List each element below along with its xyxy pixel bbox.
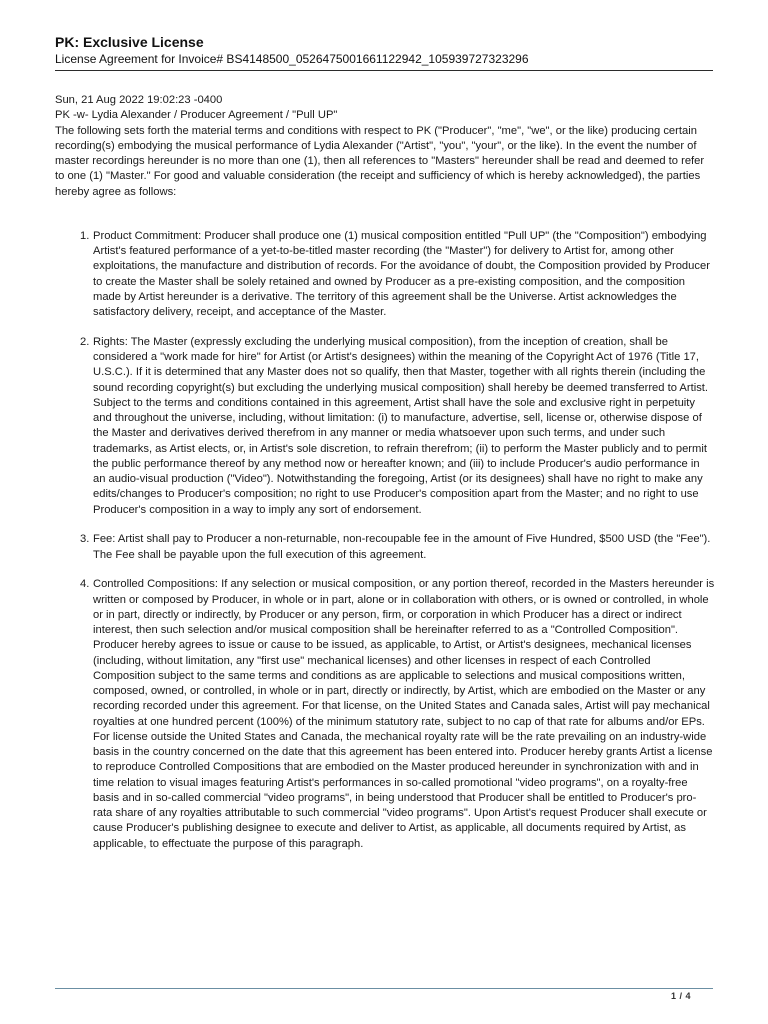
clause-number: 4. (80, 578, 90, 591)
clause-item (55, 335, 715, 518)
clause-text: Fee: Artist shall pay to Producer a non-returnable, non-recoupable fee in the amount of Five Hundred, $500 USD (the "Fee"). The Fee shall be payable upon the full execution of this agreement. (93, 533, 711, 561)
clause-number: 1. (80, 229, 90, 242)
document-body (55, 93, 715, 866)
clause-text: Controlled Compositions: If any selection or musical composition, or any portion thereof, recorded in the Masters hereunder is written or composed by Producer, in whole or in part, alone or in collaboration with others, or is owned or controlled, in whole or in part, directly or indirectly, by Producer or any person, firm, or corporation in which Producer has a direct or indirect interest, then such selection and/or musical composition shall be hereinafter referred to as a "Controlled Composition". Producer hereby agrees to issue or cause to be issued, as applicable, to Artist, or Artist's designees, mechanical licenses (including, without limitation, any "first use" mechanical licenses) and other licenses in respect of each Controlled Composition subject to the same terms and conditions as are applicable to selections and musical compositions written, composed, owned, or controlled, in whole or in part, directly or indirectly, by Artist, which are embodied on the Master or any recording recorded under this agreement. For that license, on the United States and Canada sales, Artist will pay mechanical royalties at one hundred percent (100%) of the minimum statutory rate, subject to no cap of that rate for albums and/or EPs. For license outside the United States and Canada, the mechanical royalty rate will be the rate prevailing on an industry-wide basis in the country concerned on the date that this agreement has been entered into. Producer hereby grants Artist a license to reproduce Controlled Compositions that are embodied on the Master produced hereunder in synchronization with and in time relation to visual images featuring Artist's performances in so-called promotional "video programs", on a royalty-free basis and in so-called commercial "video programs", in being understood that Producer shall be entitled to Producer's pro-rata share of any royalties attributable to such commercial "video programs". Upon Artist's request Producer shall execute or cause Producer's publishing designee to execute and deliver to Artist, as applicable, all documents required by Artist, as applicable, to effectuate the purpose of this paragraph. (93, 578, 715, 850)
footer-divider (55, 988, 713, 989)
clause-item (55, 577, 715, 852)
clause-list (55, 229, 715, 852)
clause-text: Product Commitment: Producer shall produce one (1) musical composition entitled "Pull UP" (the "Composition") embodying Artist's featured performance of a yet-to-be-titled master recording (the "Master") for delivery to Artist for, among other exploitations, the manufacture and distribution of records. For the avoidance of doubt, the Composition provided by Producer to create the Master shall be solely retained and owned by Producer as a pre-existing composition, and the composition made by Artist hereunder is a derivative. The territory of this agreement shall be the Universe. Artist acknowledges the satisfactory delivery, receipt, and acceptance of the Master. (93, 229, 710, 318)
intro-paragraph: The following sets forth the material terms and conditions with respect to PK ("Producer", "me", "we", or the like) producing certain recording(s) embodying the musical performance of Lydia Alexander ("Artist", "you", "your", or the like). In the event the number of master recordings hereunder is no more than one (1), then all references to "Masters" hereunder shall be read and deemed to refer to one (1) "Master." For good and valuable consideration (the receipt and sufficiency of which is hereby acknowledged), the parties hereby agree as follows: (55, 124, 705, 198)
clause-number: 2. (80, 335, 90, 348)
page-number: 1 / 4 (670, 991, 691, 1001)
clause-text: Rights: The Master (expressly excluding the underlying musical composition), from the inception of creation, shall be considered a "work made for hire" for Artist (or Artist's designees) within the meaning of the Copyright Act of 1976 (Title 17, U.S.C.). If it is determined that any Master does not so qualify, then that Master, together with all rights therein (including the sound recording copyright(s) but excluding the underlying musical composition) shall hereby be deemed transferred to Artist. Subject to the terms and conditions contained in this agreement, Artist shall have the sole and exclusive right in perpetuity and throughout the universe, including, without limitation: (i) to manufacture, advertise, sell, license or, otherwise dispose of the Master and derivatives derived therefrom in any manner or media whatsoever upon such terms, and under such trademarks, as Artist elects, or, in Artist's sole discretion, to refrain therefrom; (ii) to perform the Master publicly and to permit the public performance thereof by any method now or hereafter known; and (iii) to include Producer's audio performance in an audio-visual production ("Video"). Notwithstanding the foregoing, Artist (or its designees) shall have no right to make any edits/changes to Producer's composition; no right to use Producer's composition apart from the Master; and no right to use Producer's composition in a way to imply any sort of endorsement. (93, 335, 709, 516)
parties-line: PK -w- Lydia Alexander / Producer Agreement / "Pull UP" (55, 109, 338, 122)
clause-number: 3. (80, 533, 90, 546)
document-title: PK: Exclusive License (55, 34, 204, 50)
clause-item (55, 532, 715, 563)
clause-item (55, 229, 715, 321)
document-subtitle: License Agreement for Invoice# BS4148500_0526475001661122942_105939727323296 (55, 52, 529, 66)
timestamp: Sun, 21 Aug 2022 19:02:23 -0400 (55, 94, 223, 106)
document-header (55, 33, 713, 71)
